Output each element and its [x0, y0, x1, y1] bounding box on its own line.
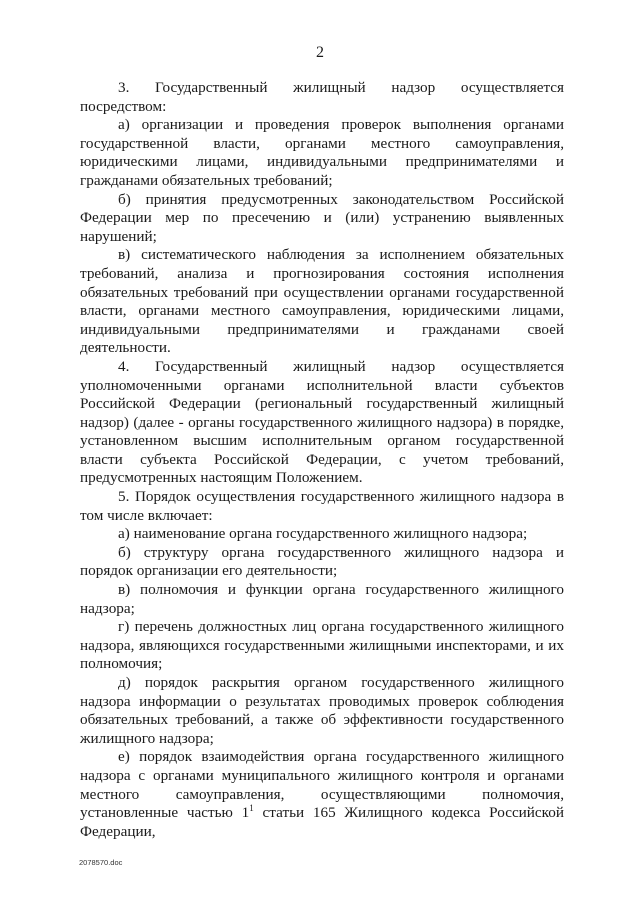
paragraph-5e-text-cont: статьи 165 Жилищного кодекса Российской Федерации, [80, 804, 565, 840]
paragraph-5v: в) полномочия и функции органа государственного жилищного надзора; [80, 581, 564, 617]
paragraph-5d: д) порядок раскрытия органом государственного жилищного надзора информации о результатах проводимых проверок соблюдения обязательных требований, а также об эффективности государственного жилищного надзора; [80, 674, 564, 747]
paragraph-3v: в) систематического наблюдения за исполнением обязательных требований, анализа и прогнозирования состояния исполнения обязательных требований при осуществлении органами государственной власти, органами местного самоуправления, юридическими лицами, индивидуальными предпринимателями и гражданами своей деятельности. [80, 246, 564, 357]
document-body [80, 79, 564, 841]
paragraph-5b: б) структуру органа государственного жилищного надзора и порядок организации его деятельности; [80, 543, 564, 580]
paragraph-5e [80, 748, 564, 841]
superscript-index: 1 [249, 803, 254, 814]
paragraph-5a: а) наименование органа государственного жилищного надзора; [118, 525, 528, 543]
paragraph-3a: а) организации и проведения проверок выполнения органами государственной власти, органами местного самоуправления, юридическими лицами, индивидуальными предпринимателями и гражданами обязательных требований; [80, 116, 564, 189]
paragraph-5g: г) перечень должностных лиц органа государственного жилищного надзора, являющихся государственными жилищными инспекторами, и их полномочия; [80, 618, 564, 673]
paragraph-4: 4. Государственный жилищный надзор осуществляется уполномоченными органами исполнительной власти субъектов Российской Федерации (региональный государственный жилищный надзор) (далее - органы государственного жилищного надзора) в порядке, установленном высшим исполнительным органом государственной власти субъекта Российской Федерации, с учетом требований, предусмотренных настоящим Положением. [80, 357, 564, 487]
paragraph-3b: б) принятия предусмотренных законодательством Российской Федерации мер по пресечению и (или) устранению выявленных нарушений; [80, 190, 564, 245]
document-footer-filename: 2078570.doc [79, 858, 123, 867]
paragraph-5-intro: 5. Порядок осуществления государственного жилищного надзора в том числе включает: [80, 488, 564, 524]
paragraph-3-intro: 3. Государственный жилищный надзор осуществляется посредством: [80, 79, 564, 115]
page-number: 2 [316, 44, 324, 61]
paragraph-5e-text: е) порядок взаимодействия органа государственного жилищного надзора с органами муниципального жилищного контроля и органами местного самоуправления, осуществляющими полномочия, установленные частью 1 [80, 748, 564, 822]
